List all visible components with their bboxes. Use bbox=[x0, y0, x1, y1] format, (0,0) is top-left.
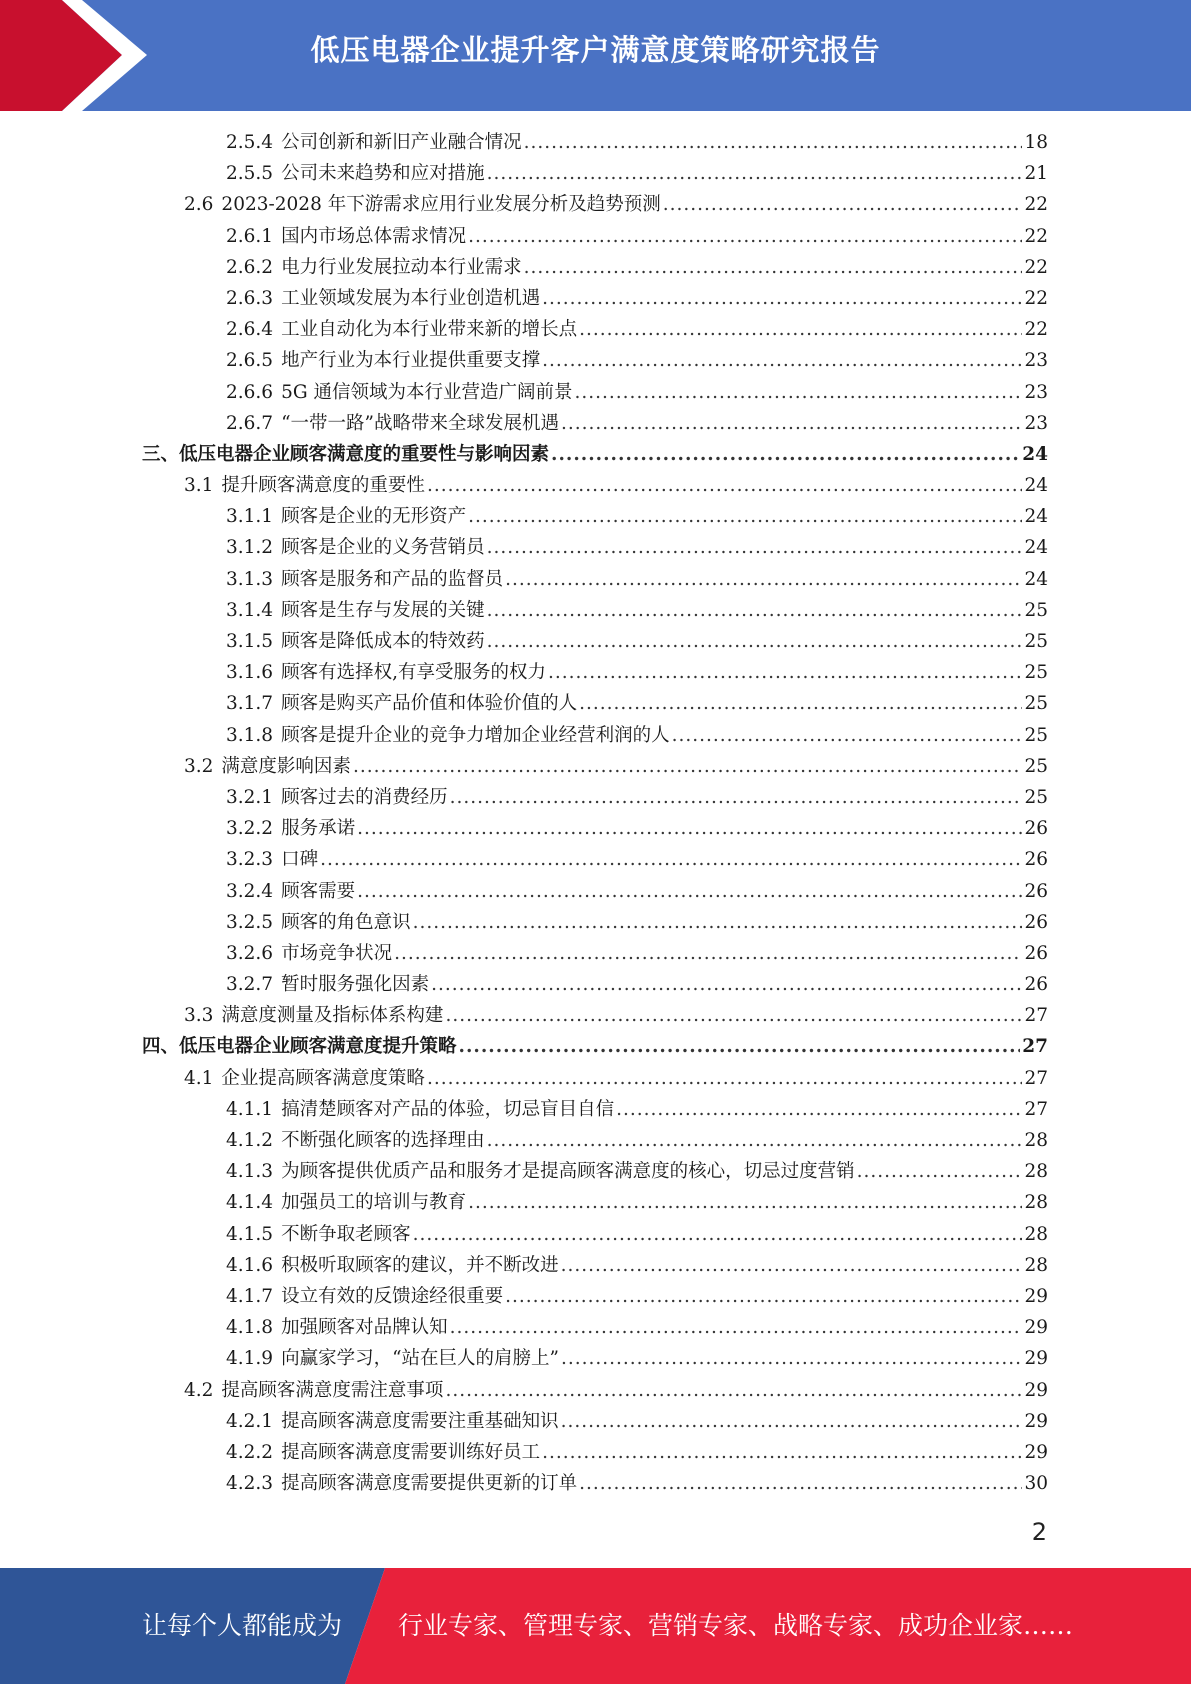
toc-dot-leader bbox=[487, 537, 1023, 558]
toc-entry-title: 公司创新和新旧产业融合情况 bbox=[281, 132, 522, 153]
toc-entry[interactable] bbox=[142, 284, 1048, 315]
toc-entry-page: 26 bbox=[1024, 974, 1048, 996]
toc-entry-page: 23 bbox=[1024, 412, 1048, 434]
toc-entry-page: 26 bbox=[1024, 942, 1048, 964]
toc-entry[interactable] bbox=[142, 627, 1048, 658]
toc-entry-page: 27 bbox=[1024, 1067, 1048, 1089]
toc-entry-title: 国内市场总体需求情况 bbox=[281, 225, 467, 247]
toc-dot-leader bbox=[548, 662, 1022, 683]
toc-entry-title: 工业领域发展为本行业创造机遇 bbox=[281, 287, 541, 309]
toc-entry-page: 25 bbox=[1024, 755, 1048, 777]
footer-slogan-right: 行业专家、管理专家、营销专家、战略专家、成功企业家…… bbox=[398, 1611, 1074, 1640]
toc-entry-title: 向赢家学习，“站在巨人的肩膀上” bbox=[281, 1348, 559, 1370]
toc-entry-page: 26 bbox=[1024, 818, 1048, 840]
toc-entry-page: 26 bbox=[1024, 911, 1048, 933]
toc-entry[interactable] bbox=[142, 1251, 1048, 1282]
toc-entry[interactable] bbox=[142, 440, 1048, 471]
toc-dot-leader bbox=[468, 1192, 1022, 1213]
toc-dot-leader bbox=[524, 132, 1023, 153]
toc-dot-leader bbox=[427, 1068, 1023, 1089]
toc-entry-title: 5G 通信领域为本行业营造广阔前景 bbox=[281, 381, 573, 403]
toc-entry-page: 26 bbox=[1024, 849, 1048, 871]
toc-entry[interactable] bbox=[142, 1126, 1048, 1157]
toc-entry-title: 顾客是提升企业的竞争力增加企业经营利润的人 bbox=[281, 724, 670, 746]
toc-entry-page: 22 bbox=[1024, 287, 1048, 309]
toc-entry-page: 29 bbox=[1024, 1317, 1048, 1339]
toc-entry-page: 24 bbox=[1024, 475, 1048, 497]
toc-entry-title: 搞清楚顾客对产品的体验，切忌盲目自信 bbox=[281, 1098, 615, 1120]
toc-dot-leader bbox=[561, 1411, 1023, 1432]
toc-entry-number: 3.1.6 bbox=[226, 662, 274, 684]
toc-entry[interactable] bbox=[142, 253, 1048, 284]
toc-dot-leader bbox=[445, 1380, 1022, 1401]
toc-entry-number: 3.2.5 bbox=[226, 911, 274, 933]
toc-entry-page: 22 bbox=[1024, 256, 1048, 278]
toc-entry[interactable] bbox=[142, 1282, 1048, 1313]
toc-dot-leader bbox=[459, 1036, 1021, 1057]
toc-dot-leader bbox=[551, 444, 1020, 465]
toc-entry[interactable] bbox=[142, 159, 1048, 190]
toc-entry-page: 22 bbox=[1024, 194, 1048, 216]
footer-slogan-left: 让每个人都能成为 bbox=[142, 1611, 343, 1640]
toc-dot-leader bbox=[505, 569, 1022, 590]
toc-entry-page: 23 bbox=[1024, 381, 1048, 403]
toc-dot-leader bbox=[663, 194, 1023, 215]
toc-dot-leader bbox=[561, 413, 1022, 434]
toc-entry-number: 4.1.7 bbox=[226, 1285, 274, 1307]
toc-entry-title: 企业提高顾客满意度策略 bbox=[221, 1067, 425, 1089]
toc-dot-leader bbox=[450, 1317, 1023, 1338]
toc-dot-leader bbox=[357, 881, 1022, 902]
toc-dot-leader bbox=[542, 288, 1022, 309]
toc-entry-title: 顾客是企业的义务营销员 bbox=[281, 537, 485, 559]
toc-entry-page: 28 bbox=[1024, 1130, 1048, 1151]
toc-entry[interactable] bbox=[142, 1032, 1048, 1063]
toc-entry[interactable] bbox=[142, 1469, 1048, 1500]
toc-entry-title: 不断争取老顾客 bbox=[281, 1223, 411, 1245]
toc-entry-number: 3.1.1 bbox=[226, 506, 274, 528]
toc-entry-page: 24 bbox=[1024, 568, 1048, 590]
toc-entry-number: 3.2.6 bbox=[226, 942, 274, 964]
toc-entry-number: 2.6.7 bbox=[226, 412, 274, 434]
toc-entry-number: 3.1.3 bbox=[226, 568, 274, 590]
toc-entry[interactable] bbox=[142, 1407, 1048, 1438]
toc-entry[interactable] bbox=[142, 596, 1048, 627]
toc-entry-title: 满意度影响因素 bbox=[221, 755, 351, 777]
toc-entry-title: 顾客需要 bbox=[281, 880, 356, 902]
toc-entry[interactable] bbox=[142, 1438, 1048, 1469]
toc-entry-number: 3.1.5 bbox=[226, 631, 274, 652]
toc-dot-leader bbox=[542, 1442, 1022, 1463]
toc-entry-title: 顾客是降低成本的特效药 bbox=[281, 631, 485, 652]
toc-entry-number: 4.1.9 bbox=[226, 1348, 274, 1370]
toc-entry-title: 提高顾客满意度需要注重基础知识 bbox=[281, 1410, 559, 1432]
toc-entry-number: 2.6.1 bbox=[226, 225, 274, 247]
toc-entry-number: 2.6.5 bbox=[226, 350, 274, 372]
toc-entry-number: 4.1.1 bbox=[226, 1098, 274, 1120]
toc-dot-leader bbox=[857, 1161, 1023, 1182]
toc-entry-number: 4.1.6 bbox=[226, 1254, 274, 1276]
toc-entry-page: 28 bbox=[1024, 1223, 1048, 1245]
toc-entry-title: 顾客的角色意识 bbox=[281, 911, 411, 933]
toc-entry-title: 电力行业发展拉动本行业需求 bbox=[281, 256, 522, 278]
toc-entry-number: 3.2 bbox=[184, 755, 214, 777]
toc-entry-number: 4.2.2 bbox=[226, 1441, 274, 1463]
toc-dot-leader bbox=[468, 226, 1022, 247]
toc-entry[interactable] bbox=[142, 783, 1048, 814]
toc-entry[interactable] bbox=[142, 845, 1048, 876]
toc-entry-page: 24 bbox=[1022, 443, 1048, 465]
toc-entry-title: 顾客过去的消费经历 bbox=[281, 786, 448, 808]
toc-entry-number: 3.1.8 bbox=[226, 724, 274, 746]
toc-entry-page: 25 bbox=[1024, 599, 1048, 621]
toc-dot-leader bbox=[427, 475, 1023, 496]
toc-dot-leader bbox=[353, 756, 1023, 777]
toc-dot-leader bbox=[561, 1348, 1022, 1369]
toc-entry-title: 提高顾客满意度需要提供更新的订单 bbox=[281, 1473, 578, 1495]
toc-dot-leader bbox=[431, 974, 1022, 995]
toc-entry-number: 3.2.3 bbox=[226, 849, 274, 871]
footer-banner bbox=[0, 1568, 1191, 1684]
toc-entry-page: 21 bbox=[1024, 163, 1048, 185]
toc-entry-page: 25 bbox=[1024, 693, 1048, 715]
toc-entry[interactable] bbox=[142, 315, 1048, 346]
toc-entry-title: 提高顾客满意度需要训练好员工 bbox=[281, 1441, 541, 1463]
table-of-contents bbox=[142, 128, 1048, 1500]
toc-dot-leader bbox=[320, 849, 1022, 870]
toc-entry-title: 为顾客提供优质产品和服务才是提高顾客满意度的核心，切忌过度营销 bbox=[281, 1161, 855, 1183]
toc-entry[interactable] bbox=[142, 1344, 1048, 1375]
toc-entry[interactable] bbox=[142, 939, 1048, 970]
toc-entry-page: 23 bbox=[1024, 350, 1048, 372]
toc-entry-page: 28 bbox=[1024, 1254, 1048, 1276]
toc-entry-title: 顾客是生存与发展的关键 bbox=[281, 599, 485, 621]
toc-entry-number: 3.1 bbox=[184, 475, 214, 497]
toc-entry-title: 加强员工的培训与教育 bbox=[281, 1192, 467, 1214]
toc-entry-number: 3.1.4 bbox=[226, 599, 274, 621]
toc-entry-title: 满意度测量及指标体系构建 bbox=[221, 1005, 444, 1027]
toc-entry-number: 4.1 bbox=[184, 1067, 214, 1089]
toc-dot-leader bbox=[357, 818, 1022, 839]
toc-entry-number: 4.2.1 bbox=[226, 1410, 274, 1432]
toc-entry-page: 29 bbox=[1024, 1285, 1048, 1307]
toc-entry-page: 29 bbox=[1024, 1348, 1048, 1370]
toc-entry-title: 低压电器企业顾客满意度提升策略 bbox=[179, 1036, 457, 1058]
toc-entry-number: 3.1.2 bbox=[226, 537, 274, 559]
toc-entry[interactable] bbox=[142, 970, 1048, 1001]
toc-entry-page: 25 bbox=[1024, 631, 1048, 652]
toc-entry-number: 3.3 bbox=[184, 1005, 214, 1027]
toc-entry-number: 4.1.3 bbox=[226, 1161, 274, 1183]
toc-dot-leader bbox=[672, 725, 1023, 746]
document-title: 低压电器企业提升客户满意度策略研究报告 bbox=[310, 33, 881, 67]
toc-entry-title: 地产行业为本行业提供重要支撑 bbox=[281, 350, 541, 372]
toc-dot-leader bbox=[413, 1224, 1023, 1245]
toc-dot-leader bbox=[468, 506, 1022, 527]
toc-entry-page: 24 bbox=[1024, 537, 1048, 559]
toc-dot-leader bbox=[542, 350, 1022, 371]
toc-entry-title: 顾客是企业的无形资产 bbox=[281, 506, 467, 528]
toc-entry-page: 25 bbox=[1024, 786, 1048, 808]
toc-entry[interactable] bbox=[142, 222, 1048, 253]
toc-entry-number: 4.1.2 bbox=[226, 1130, 274, 1151]
toc-dot-leader bbox=[579, 693, 1022, 714]
toc-entry[interactable] bbox=[142, 1188, 1048, 1219]
toc-entry[interactable] bbox=[142, 409, 1048, 440]
toc-entry-page: 30 bbox=[1024, 1473, 1048, 1495]
toc-entry-page: 27 bbox=[1024, 1005, 1048, 1027]
toc-entry-number: 4.2.3 bbox=[226, 1473, 274, 1495]
toc-entry[interactable] bbox=[142, 378, 1048, 409]
toc-entry[interactable] bbox=[142, 814, 1048, 845]
toc-entry-title: 口碑 bbox=[281, 849, 319, 871]
toc-entry-page: 26 bbox=[1024, 880, 1048, 902]
toc-entry[interactable] bbox=[142, 689, 1048, 720]
toc-entry-title: 公司未来趋势和应对措施 bbox=[281, 163, 485, 185]
toc-entry-number: 2.5.4 bbox=[226, 132, 274, 153]
toc-entry-number: 4.1.4 bbox=[226, 1192, 274, 1214]
toc-entry-number: 3.2.2 bbox=[226, 818, 274, 840]
toc-entry-page: 24 bbox=[1024, 506, 1048, 528]
toc-entry-page: 29 bbox=[1024, 1441, 1048, 1463]
toc-dot-leader bbox=[487, 1130, 1023, 1151]
toc-dot-leader bbox=[487, 600, 1023, 621]
toc-entry-number: 3.2.1 bbox=[226, 786, 274, 808]
toc-entry-page: 27 bbox=[1022, 1036, 1048, 1058]
toc-entry-title: 设立有效的反馈途经很重要 bbox=[281, 1285, 504, 1307]
toc-entry-title: 积极听取顾客的建议，并不断改进 bbox=[281, 1254, 559, 1276]
toc-entry[interactable] bbox=[142, 908, 1048, 939]
toc-entry-number: 2.5.5 bbox=[226, 163, 274, 185]
toc-entry[interactable] bbox=[142, 752, 1048, 783]
toc-dot-leader bbox=[524, 257, 1023, 278]
toc-entry-title: 顾客有选择权,有享受服务的权力 bbox=[281, 662, 546, 684]
toc-entry[interactable] bbox=[142, 346, 1048, 377]
toc-entry-page: 27 bbox=[1024, 1098, 1048, 1120]
toc-entry-page: 25 bbox=[1024, 724, 1048, 746]
toc-entry-title: 不断强化顾客的选择理由 bbox=[281, 1130, 485, 1151]
toc-entry-number: 三、 bbox=[142, 443, 180, 465]
toc-entry-page: 29 bbox=[1024, 1379, 1048, 1401]
toc-entry-number: 4.2 bbox=[184, 1379, 214, 1401]
toc-entry-title: 2023-2028 年下游需求应用行业发展分析及趋势预测 bbox=[221, 194, 661, 216]
toc-dot-leader bbox=[575, 382, 1023, 403]
toc-entry[interactable] bbox=[142, 533, 1048, 564]
toc-entry-page: 28 bbox=[1024, 1161, 1048, 1183]
toc-entry[interactable] bbox=[142, 471, 1048, 502]
toc-entry-page: 22 bbox=[1024, 225, 1048, 247]
toc-dot-leader bbox=[450, 787, 1023, 808]
toc-entry-number: 2.6 bbox=[184, 194, 214, 216]
toc-entry[interactable] bbox=[142, 721, 1048, 752]
toc-entry-number: 4.1.5 bbox=[226, 1223, 274, 1245]
toc-entry[interactable] bbox=[142, 1095, 1048, 1126]
toc-entry-title: 暂时服务强化因素 bbox=[281, 974, 430, 996]
toc-entry-number: 2.6.2 bbox=[226, 256, 274, 278]
toc-dot-leader bbox=[505, 1286, 1022, 1307]
toc-dot-leader bbox=[394, 943, 1022, 964]
toc-entry-title: 提升顾客满意度的重要性 bbox=[221, 475, 425, 497]
toc-entry[interactable] bbox=[142, 1313, 1048, 1344]
toc-entry-title: 提高顾客满意度需注意事项 bbox=[221, 1379, 444, 1401]
toc-entry[interactable] bbox=[142, 1376, 1048, 1407]
toc-entry-page: 22 bbox=[1024, 319, 1048, 341]
page-number: 2 bbox=[1031, 1518, 1047, 1546]
toc-entry[interactable] bbox=[142, 877, 1048, 908]
toc-entry-number: 2.6.3 bbox=[226, 287, 274, 309]
toc-dot-leader bbox=[487, 631, 1023, 652]
toc-entry-number: 3.2.4 bbox=[226, 880, 274, 902]
toc-entry-page: 28 bbox=[1024, 1192, 1048, 1214]
toc-entry[interactable] bbox=[142, 658, 1048, 689]
toc-entry-number: 3.1.7 bbox=[226, 693, 274, 715]
toc-entry-title: “一带一路”战略带来全球发展机遇 bbox=[281, 412, 559, 434]
toc-entry-page: 25 bbox=[1024, 662, 1048, 684]
toc-entry[interactable] bbox=[142, 128, 1048, 159]
toc-dot-leader bbox=[579, 1473, 1022, 1494]
toc-entry-title: 顾客是购买产品价值和体验价值的人 bbox=[281, 693, 578, 715]
toc-entry-number: 四、 bbox=[142, 1036, 180, 1058]
toc-entry[interactable] bbox=[142, 1001, 1048, 1032]
toc-entry[interactable] bbox=[142, 1157, 1048, 1188]
toc-dot-leader bbox=[579, 319, 1022, 340]
toc-entry[interactable] bbox=[142, 565, 1048, 596]
toc-entry-number: 2.6.6 bbox=[226, 381, 274, 403]
toc-entry[interactable] bbox=[142, 502, 1048, 533]
toc-entry[interactable] bbox=[142, 1220, 1048, 1251]
toc-entry-title: 低压电器企业顾客满意度的重要性与影响因素 bbox=[179, 443, 550, 465]
toc-dot-leader bbox=[445, 1005, 1022, 1026]
toc-entry-number: 3.2.7 bbox=[226, 974, 274, 996]
toc-entry-page: 18 bbox=[1024, 132, 1048, 153]
toc-entry-page: 29 bbox=[1024, 1410, 1048, 1432]
toc-dot-leader bbox=[561, 1255, 1023, 1276]
toc-entry-title: 工业自动化为本行业带来新的增长点 bbox=[281, 319, 578, 341]
toc-entry[interactable] bbox=[142, 1064, 1048, 1095]
toc-dot-leader bbox=[487, 163, 1023, 184]
toc-entry[interactable] bbox=[142, 190, 1048, 221]
toc-entry-title: 服务承诺 bbox=[281, 818, 356, 840]
toc-entry-title: 市场竞争状况 bbox=[281, 942, 393, 964]
toc-entry-title: 顾客是服务和产品的监督员 bbox=[281, 568, 504, 590]
toc-dot-leader bbox=[413, 912, 1023, 933]
header-banner bbox=[0, 0, 1191, 111]
red-chevron-icon bbox=[0, 0, 160, 111]
toc-entry-number: 4.1.8 bbox=[226, 1317, 274, 1339]
toc-dot-leader bbox=[616, 1099, 1022, 1120]
toc-entry-number: 2.6.4 bbox=[226, 319, 274, 341]
toc-entry-title: 加强顾客对品牌认知 bbox=[281, 1317, 448, 1339]
